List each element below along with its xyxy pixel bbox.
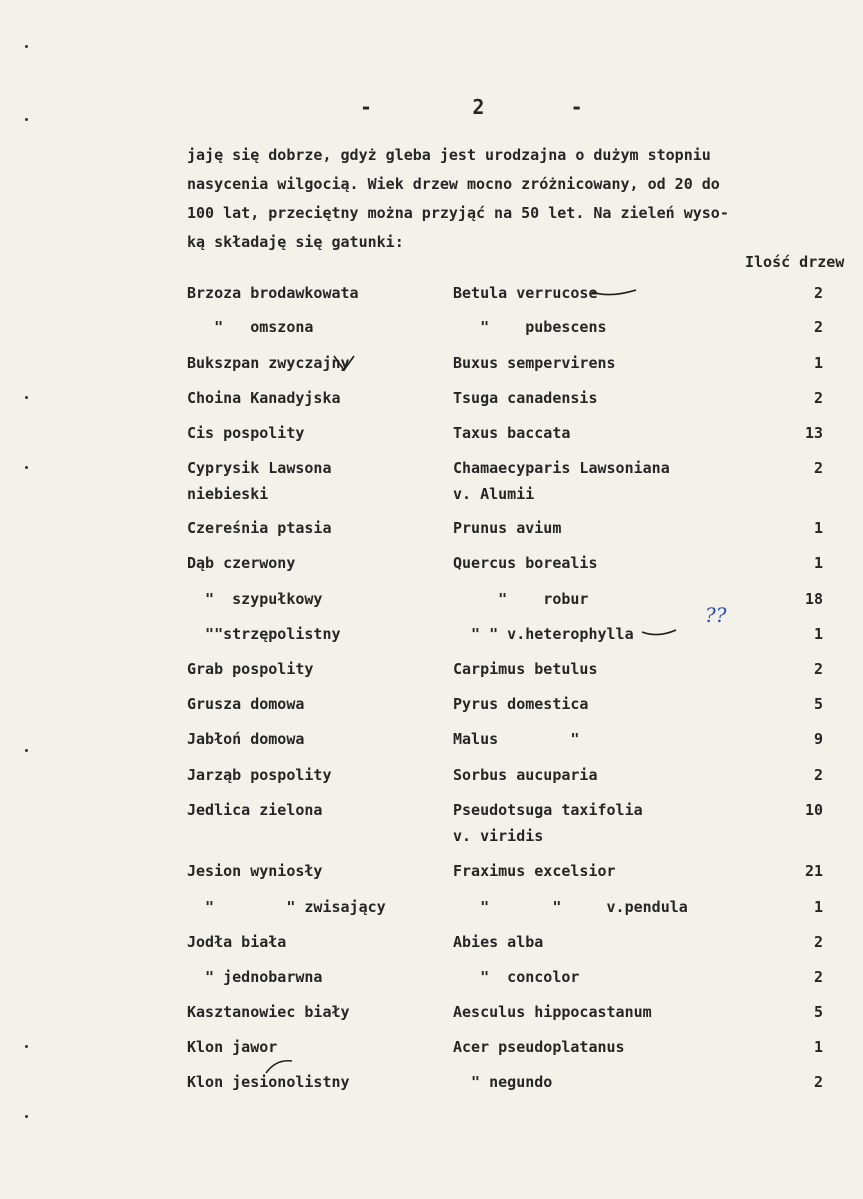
tree-count: 1 xyxy=(813,625,823,643)
intro-line: 100 lat, przeciętny można przyjąć na 50 let. Na zieleń wyso- xyxy=(187,204,729,222)
polish-name: Choina Kanadyjska xyxy=(187,389,341,407)
punch-hole-dot xyxy=(25,466,28,469)
polish-name: Cis pospolity xyxy=(187,424,305,442)
punch-hole-dot xyxy=(25,749,28,752)
polish-name: Jarząb pospolity xyxy=(187,766,332,784)
polish-name: Dąb czerwony xyxy=(187,554,296,572)
tree-count: 1 xyxy=(813,1038,823,1056)
latin-name: Pyrus domestica xyxy=(453,695,589,713)
tree-count: 1 xyxy=(813,898,823,916)
latin-name: Sorbus aucuparia xyxy=(453,766,598,784)
handwritten-underline xyxy=(640,620,680,640)
intro-line: nasycenia wilgocią. Wiek drzew mocno zróżnicowany, od 20 do xyxy=(187,175,720,193)
latin-name: Fraximus excelsior xyxy=(453,862,616,880)
tree-count: 18 xyxy=(804,590,823,608)
latin-name: Abies alba xyxy=(453,933,544,951)
latin-name: Chamaecyparis Lawsoniana v. Alumii xyxy=(453,459,670,503)
polish-name: Czereśnia ptasia xyxy=(187,519,332,537)
tree-count: 5 xyxy=(813,695,823,713)
tree-count: 2 xyxy=(813,968,823,986)
polish-name: " " zwisający xyxy=(187,898,386,916)
polish-name: Jabłoń domowa xyxy=(187,730,305,748)
polish-name: Klon jesionolistny xyxy=(187,1073,350,1091)
polish-name: Kasztanowiec biały xyxy=(187,1003,350,1021)
polish-name: Jedlica zielona xyxy=(187,801,323,819)
intro-line: jaję się dobrze, gdyż gleba jest urodzajna o dużym stopniu xyxy=(187,146,711,164)
latin-name: Aesculus hippocastanum xyxy=(453,1003,652,1021)
tree-count: 21 xyxy=(804,862,823,880)
polish-name: Jodła biała xyxy=(187,933,287,951)
punch-hole-dot xyxy=(25,1045,28,1048)
tree-count: 2 xyxy=(813,389,823,407)
polish-name: Brzoza brodawkowata xyxy=(187,284,359,302)
quantity-column-header: Ilość drzew xyxy=(745,253,845,271)
tree-count: 2 xyxy=(813,766,823,784)
polish-name: " omszona xyxy=(187,318,314,336)
handwritten-correction-mark xyxy=(262,1055,298,1079)
tree-count: 1 xyxy=(813,519,823,537)
latin-name: " pubescens xyxy=(453,318,607,336)
latin-name: Carpimus betulus xyxy=(453,660,598,678)
polish-name: Klon jawor xyxy=(187,1038,278,1056)
punch-hole-dot xyxy=(25,118,28,121)
punch-hole-dot xyxy=(25,45,28,48)
latin-name: Quercus borealis xyxy=(453,554,598,572)
tree-count: 2 xyxy=(813,318,823,336)
latin-name: Tsuga canadensis xyxy=(453,389,598,407)
latin-name: Acer pseudoplatanus xyxy=(453,1038,625,1056)
latin-name: Betula verrucose xyxy=(453,284,598,302)
polish-name: Cyprysik Lawsona niebieski xyxy=(187,459,332,503)
tree-count: 2 xyxy=(813,459,823,477)
polish-name: Jesion wyniosły xyxy=(187,862,323,880)
tree-count: 9 xyxy=(813,730,823,748)
latin-name: Buxus sempervirens xyxy=(453,354,616,372)
latin-name: " robur xyxy=(453,590,589,608)
punch-hole-dot xyxy=(25,1115,28,1118)
tree-count: 1 xyxy=(813,554,823,572)
tree-count: 2 xyxy=(813,284,823,302)
page-number: - 2 - xyxy=(360,95,585,119)
polish-name: Bukszpan zwyczajny xyxy=(187,354,350,372)
intro-paragraph xyxy=(187,141,729,257)
polish-name: Grusza domowa xyxy=(187,695,305,713)
tree-count: 13 xyxy=(804,424,823,442)
polish-name: ""strzępolistny xyxy=(187,625,341,643)
polish-name: Grab pospolity xyxy=(187,660,314,678)
tree-count: 2 xyxy=(813,933,823,951)
handwritten-underline xyxy=(590,278,640,298)
latin-name: Pseudotsuga taxifolia v. viridis xyxy=(453,801,643,845)
tree-count: 1 xyxy=(813,354,823,372)
tree-count: 2 xyxy=(813,660,823,678)
latin-name: Taxus baccata xyxy=(453,424,571,442)
tree-count: 5 xyxy=(813,1003,823,1021)
tree-count: 2 xyxy=(813,1073,823,1091)
latin-name: " negundo xyxy=(453,1073,553,1091)
handwritten-correction-mark xyxy=(330,352,360,376)
latin-name: Malus " xyxy=(453,730,580,748)
latin-name: Prunus avium xyxy=(453,519,562,537)
latin-name: " concolor xyxy=(453,968,580,986)
punch-hole-dot xyxy=(25,396,28,399)
polish-name: " jednobarwna xyxy=(187,968,323,986)
tree-count: 10 xyxy=(804,801,823,819)
polish-name: " szypułkowy xyxy=(187,590,323,608)
handwritten-question-marks: ?? xyxy=(705,603,727,627)
latin-name: " " v.pendula xyxy=(453,898,688,916)
intro-line: ką składaję się gatunki: xyxy=(187,233,404,251)
latin-name: " " v.heterophylla xyxy=(453,625,634,643)
